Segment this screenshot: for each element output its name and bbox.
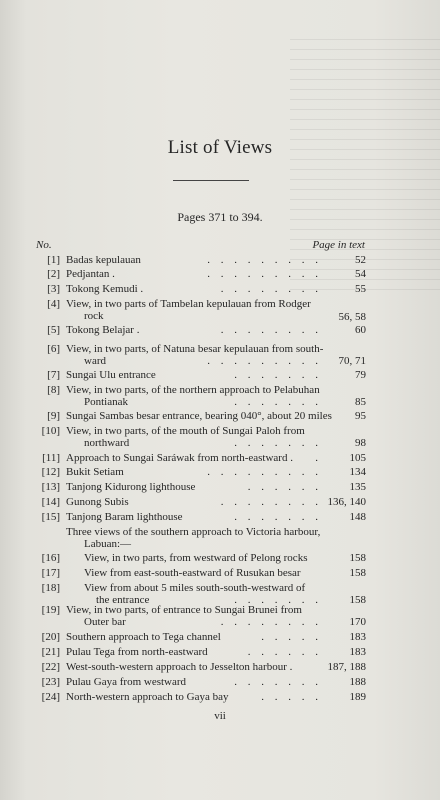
list-item [36, 269, 366, 281]
leader-dots: . . . . . . . [234, 511, 322, 523]
view-title: Pedjantan . [66, 268, 115, 280]
view-number: [7] [47, 369, 60, 381]
view-number: [14] [41, 496, 60, 508]
page-number: 158 [349, 567, 366, 579]
view-number: [5] [47, 324, 60, 336]
page-folio: vii [214, 710, 226, 722]
view-title-continued: the entrance [96, 594, 150, 606]
view-title: View, in two parts, of entrance to Sungai Brunei from [66, 604, 302, 616]
view-title-continued: rock [84, 310, 104, 322]
page-number: 148 [349, 511, 366, 523]
leader-dots: . . . . . . . . [220, 283, 322, 295]
list-item [36, 255, 366, 267]
view-title: View, in two parts, from westward of Pelong rocks [84, 552, 308, 564]
page-number: 85 [355, 396, 366, 408]
page-number: 70, 71 [338, 355, 366, 367]
page-range-subtitle: Pages 371 to 394. [177, 210, 263, 224]
leader-dots: . . . . . . . . [220, 324, 322, 336]
view-number: [12] [41, 466, 60, 478]
leader-dots: . . . . . . [247, 646, 322, 658]
page-number: 189 [349, 691, 366, 703]
list-item [36, 677, 366, 689]
view-title: Southern approach to Tega channel [66, 631, 221, 643]
page-number: 158 [349, 552, 366, 564]
view-title: Gunong Subis [66, 496, 129, 508]
leader-dots: . . . . . . . . [220, 496, 322, 508]
view-number: [11] [42, 452, 60, 464]
view-title-continued: Pontianak [84, 396, 128, 408]
page-number: 52 [355, 254, 366, 266]
view-title: North-western approach to Gaya bay [66, 691, 229, 703]
leader-dots: . . . . . . . [234, 676, 322, 688]
view-title: Badas kepulauan [66, 254, 141, 266]
leader-dots: . . . . . . . [234, 396, 322, 408]
view-number: [9] [47, 410, 60, 422]
view-number: [3] [47, 283, 60, 295]
view-title: Sungai Sambas besar entrance, bearing 040°, about 20 miles [66, 410, 332, 422]
list-item [36, 426, 366, 450]
page-number: 79 [355, 369, 366, 381]
view-number: [2] [47, 268, 60, 280]
view-number: [15] [41, 511, 60, 523]
view-title: Approach to Sungai Saráwak from north-eastward . [66, 452, 293, 464]
page-title: List of Views [167, 137, 273, 158]
view-number: [21] [41, 646, 60, 658]
view-title: Sungai Ulu entrance [66, 369, 156, 381]
view-title: View, in two parts, of the northern approach to Pelabuhan [66, 384, 320, 396]
list-item [36, 692, 366, 704]
page-number: 60 [355, 324, 366, 336]
view-title: Pulau Gaya from westward [66, 676, 187, 688]
page-number: 183 [349, 646, 366, 658]
page-number: 170 [349, 616, 366, 628]
page-number: 98 [355, 437, 366, 449]
list-item [36, 512, 366, 524]
page-number: 135 [349, 481, 366, 493]
list-item [36, 411, 366, 423]
view-number: [6] [47, 343, 60, 355]
view-title-continued: northward [84, 437, 130, 449]
view-title: Pulau Tega from north-eastward [66, 646, 208, 658]
view-title: Three views of the southern approach to Victoria harbour, [66, 526, 321, 538]
list-item [36, 647, 366, 659]
view-number: [8] [47, 384, 60, 396]
view-title: Bukit Setiam [66, 466, 124, 478]
list-item [36, 482, 366, 494]
view-number: [22] [41, 661, 60, 673]
list-item [36, 497, 366, 509]
list-item [36, 344, 366, 368]
view-title-continued: Outer bar [84, 616, 126, 628]
leader-dots: . . . . . . . . [220, 616, 322, 628]
view-number: [16] [41, 552, 60, 564]
page-number: 55 [355, 283, 366, 295]
list-item [36, 568, 366, 580]
page-number: 54 [355, 268, 366, 280]
leader-dots: . . . . . . [247, 481, 322, 493]
leader-dots: . . . . . . . . . [207, 466, 322, 478]
page-number: 187, 188 [327, 661, 366, 673]
leader-dots: . [315, 452, 322, 464]
list-item [36, 325, 366, 337]
view-title-continued: Labuan:— [84, 538, 132, 550]
leader-dots: . . . . . . . . . [207, 254, 322, 266]
list-item [36, 662, 366, 674]
list-item [36, 605, 366, 629]
page-number: 105 [349, 452, 366, 464]
view-title: Tanjong Baram lighthouse [66, 511, 183, 523]
view-number: [10] [41, 425, 60, 437]
leader-dots: . . . . . . . . . [207, 355, 322, 367]
view-number: [18] [41, 582, 60, 594]
view-title: View from about 5 miles south-south-westward of [84, 582, 306, 594]
view-number: [20] [41, 631, 60, 643]
list-item [36, 527, 366, 551]
list-item [36, 553, 366, 565]
list-item [36, 284, 366, 296]
leader-dots: . . . . . . . . . [207, 268, 322, 280]
page-number: 95 [355, 410, 366, 422]
leader-dots: . . . . . . . [234, 594, 322, 606]
view-title: Tokong Belajar . [66, 324, 140, 336]
list-item [36, 370, 366, 382]
view-number: [19] [41, 604, 60, 616]
view-title-continued: ward [84, 355, 106, 367]
view-number: [13] [41, 481, 60, 493]
page-number: 56, 58 [338, 311, 366, 323]
view-number: [17] [41, 567, 60, 579]
leader-dots: . . . . . . . [234, 437, 322, 449]
view-title: Tokong Kemudi . [66, 283, 144, 295]
list-item [36, 453, 366, 465]
page-number: 158 [349, 594, 366, 606]
view-title: West-south-western approach to Jesselton harbour . [66, 661, 293, 673]
bleed-through-text [290, 30, 440, 290]
leader-dots: . . . . . [261, 691, 322, 703]
view-title: Tanjong Kidurong lighthouse [66, 481, 196, 493]
page-number: 183 [349, 631, 366, 643]
view-title: View, in two parts, of the mouth of Sungai Paloh from [66, 425, 305, 437]
page-number: 188 [349, 676, 366, 688]
title-rule [173, 180, 249, 181]
column-header-page: Page in text [312, 239, 365, 251]
view-title: View, in two parts, of Natuna besar kepulauan from south- [66, 343, 324, 355]
view-title: View from east-south-eastward of Rusukan besar [84, 567, 301, 579]
view-title: View, in two parts of Tambelan kepulauan from Rodger [66, 298, 311, 310]
view-number: [1] [47, 254, 60, 266]
list-item [36, 299, 366, 323]
view-number: [23] [41, 676, 60, 688]
list-item [36, 632, 366, 644]
leader-dots: . . . . . [261, 631, 322, 643]
page-number: 136, 140 [327, 496, 366, 508]
page-number: 134 [349, 466, 366, 478]
view-number: [4] [47, 298, 60, 310]
list-item [36, 467, 366, 479]
leader-dots: . . . . . . . [234, 369, 322, 381]
view-number: [24] [41, 691, 60, 703]
column-header-number: No. [36, 239, 52, 251]
list-item [36, 385, 366, 409]
